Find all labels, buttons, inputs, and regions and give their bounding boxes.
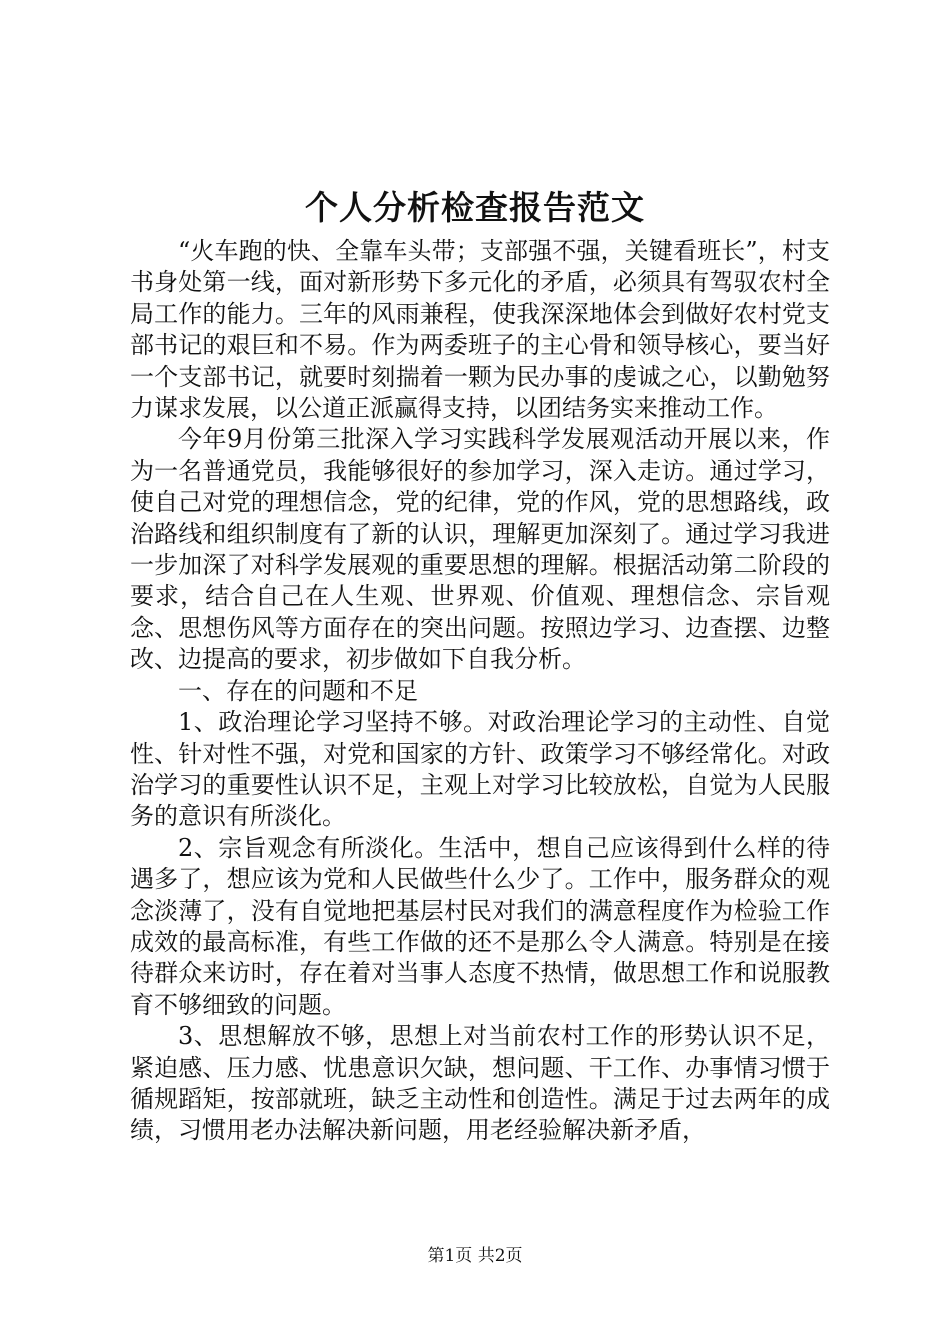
page-footer: 第1页 共2页 [427,1246,523,1266]
list-item-theory-study: 1、政治理论学习坚持不够。对政治理论学习的主动性、自觉性、针对性不强，对党和国家的方针、政策学习不够经常化。对政治学习的重要性认识不足，主观上对学习比较放松，自觉为人民服务的意识有所淡化。 [130,708,830,831]
list-item-thought-emancipation: 3、思想解放不够，思想上对当前农村工作的形势认识不足，紧迫感、压力感、忧患意识欠缺，想问题、干工作、办事情习惯于循规蹈矩，按部就班，缺乏主动性和创造性。满足于过去两年的成绩，习惯用老办法解决新问题，用老经验解决新矛盾， [130,1022,830,1145]
paragraph-intro: “火车跑的快、全靠车头带；支部强不强，关键看班长”，村支书身处第一线，面对新形势下多元化的矛盾，必须具有驾驭农村全局工作的能力。三年的风雨兼程，使我深深地体会到做好农村党支部书记的艰巨和不易。作为两委班子的主心骨和领导核心，要当好一个支部书记，就要时刻揣着一颗为民办事的虔诚之心，以勤勉努力谋求发展，以公道正派赢得支持，以团结务实来推动工作。 [130,237,830,423]
section-heading: 一、存在的问题和不足 [178,676,418,705]
document-title: 个人分析检查报告范文 [305,188,645,227]
list-item-purpose-awareness: 2、宗旨观念有所淡化。生活中，想自己应该得到什么样的待遇多了，想应该为党和人民做些什么少了。工作中，服务群众的观念淡薄了，没有自觉地把基层村民对我们的满意程度作为检验工作成效的最高标准，有些工作做的还不是那么令人满意。特别是在接待群众来访时，存在着对当事人态度不热情，做思想工作和说服教育不够细致的问题。 [130,833,830,1019]
document-body [130,236,830,1147]
paragraph-study: 今年9月份第三批深入学习实践科学发展观活动开展以来，作为一名普通党员，我能够很好的参加学习，深入走访。通过学习，使自己对党的理想信念，党的纪律，党的作风，党的思想路线，政治路线和组织制度有了新的认识，理解更加深刻了。通过学习我进一步加深了对科学发展观的重要思想的理解。根据活动第二阶段的要求，结合自己在人生观、世界观、价值观、理想信念、宗旨观念、思想伤风等方面存在的突出问题。按照边学习、边查摆、边整改、边提高的要求，初步做如下自我分析。 [130,425,830,674]
